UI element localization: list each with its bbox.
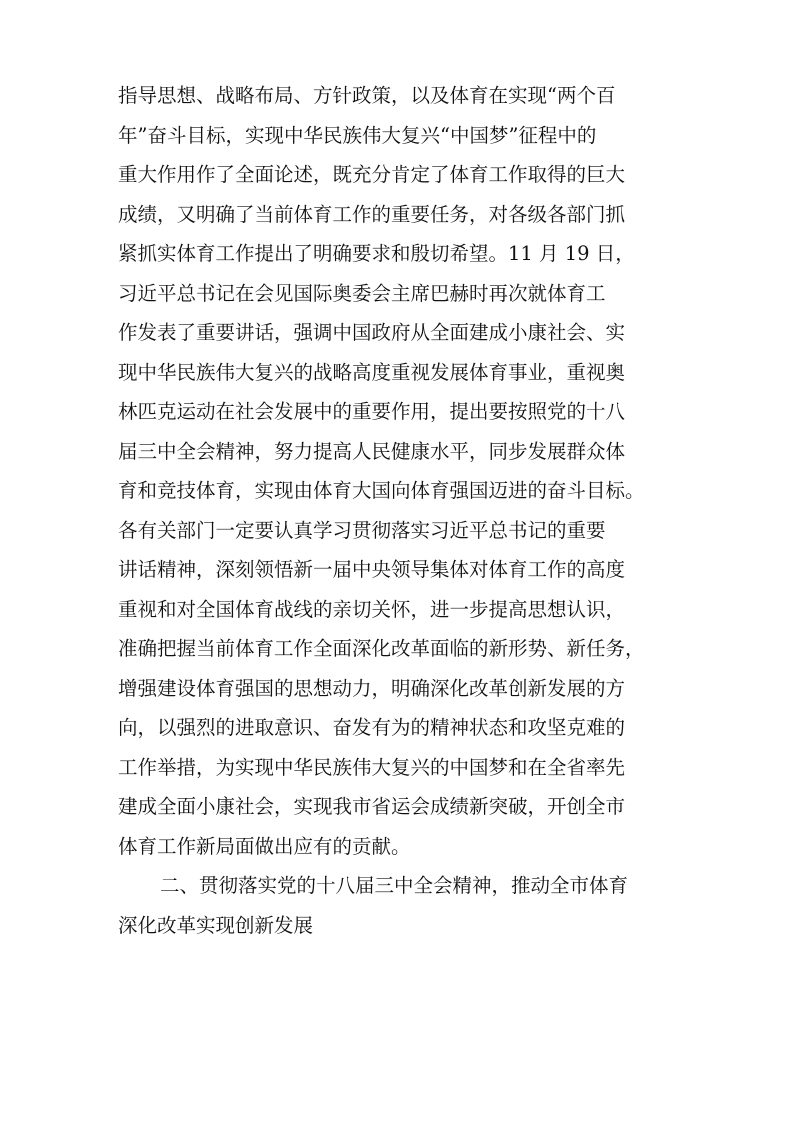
paragraph-line: 准确把握当前体育工作全面深化改革面临的新形势、新任务， (118, 637, 645, 660)
paragraph-line: 重视和对全国体育战线的亲切关怀，进一步提高思想认识， (118, 597, 626, 621)
paragraph-line: 讲话精神，深刻领悟新一届中央领导集体对体育工作的高度 (118, 558, 626, 581)
paragraph-line: 向，以强烈的进取意识、奋发有为的精神状态和攻坚克难的 (118, 716, 626, 739)
paragraph-line: 年”奋斗目标，实现中华民族伟大复兴“中国梦”征程中的 (118, 123, 597, 147)
paragraph-line: 工作举措，为实现中华民族伟大复兴的中国梦和在全省率先 (118, 755, 626, 779)
paragraph-line: 指导思想、战略布局、方针政策，以及体育在实现“两个百 (118, 84, 616, 107)
section-heading-line: 深化改革实现创新发展 (118, 913, 314, 937)
paragraph-line: 重大作用作了全面论述，既充分肯定了体育工作取得的巨大 (118, 163, 626, 186)
paragraph-line: 紧抓实体育工作提出了明确要求和殷切希望。11 月 19 日， (118, 242, 635, 265)
section-heading-line: 二、贯彻落实党的十八届三中全会精神，推动全市体育 (160, 874, 629, 897)
paragraph-line: 林匹克运动在社会发展中的重要作用，提出要按照党的十八 (118, 400, 626, 423)
paragraph-line: 各有关部门一定要认真学习贯彻落实习近平总书记的重要 (118, 518, 606, 542)
paragraph-line: 建成全面小康社会，实现我市省运会成绩新突破，开创全市 (118, 795, 626, 818)
document-body (118, 76, 688, 945)
paragraph-line: 增强建设体育强国的思想动力，明确深化改革创新发展的方 (118, 676, 626, 700)
paragraph-line: 育和竞技体育，实现由体育大国向体育强国迈进的奋斗目标。 (118, 479, 645, 502)
paragraph-line: 成绩，又明确了当前体育工作的重要任务，对各级各部门抓 (118, 202, 626, 226)
paragraph-1 (118, 76, 688, 866)
paragraph-line: 习近平总书记在会见国际奥委会主席巴赫时再次就体育工 (118, 281, 606, 305)
section-heading (118, 866, 688, 945)
paragraph-line: 体育工作新局面做出应有的贡献。 (118, 834, 411, 858)
paragraph-line: 作发表了重要讲话，强调中国政府从全面建成小康社会、实 (118, 321, 626, 344)
paragraph-line: 现中华民族伟大复兴的战略高度重视发展体育事业，重视奥 (118, 360, 626, 384)
paragraph-line: 届三中全会精神，努力提高人民健康水平，同步发展群众体 (118, 439, 626, 463)
